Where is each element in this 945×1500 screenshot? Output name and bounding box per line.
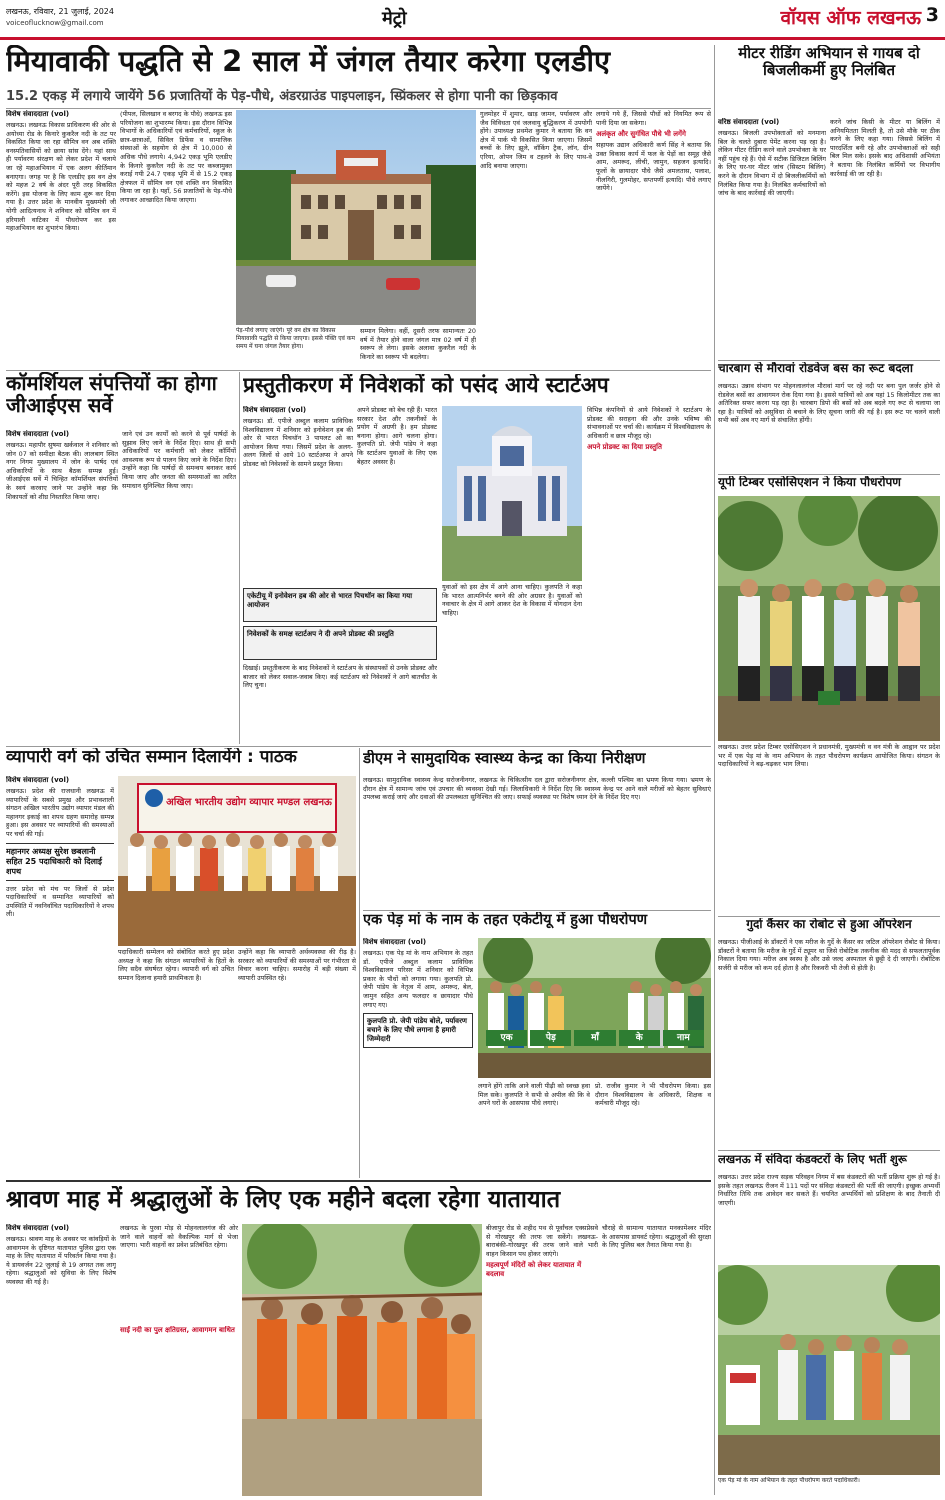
vyapari-banner xyxy=(150,796,348,826)
lda-subhead-plants: अलंकृत और सुगंधित पौधे भी लगेंगे xyxy=(596,130,686,139)
bus-headline-wrap xyxy=(718,362,940,380)
meter-text-1: लखनऊ। बिजली उपभोक्ताओं को मनमाना बिल के चलते दुबारा पेमेंट करना पड़ रहा है। लेकिन मीटर रीडिंग करने वाले उपभोक्ता के घर नहीं पहुंच रहे हैं। ऐसे में सटीक डिजिटल बिलिंग के लिए घर-घर मीटर जांच (सिस्टम बिलिंग) करने के दौरान विभाग में दो बिजलीकर्मियों को निलंबित किया गया है। निलंबित कर्मचारियों को जांच के बाद कार्रवाई की जाएगी। xyxy=(718,129,826,198)
contact-email: voiceoflucknow@gmail.com xyxy=(6,19,104,27)
vyapari-banner-text: अखिल भारतीय उद्योग व्यापार मण्डल लखनऊ xyxy=(166,797,332,808)
conductor-caption-wrap xyxy=(718,1477,940,1497)
lda-byline: विशेष संवाददाता (vol) xyxy=(6,110,70,118)
shravan-byline: विशेष संवाददाता (vol) xyxy=(6,1224,70,1232)
lda-text-6b: सहायक उद्यान अधिकारी कर्ण सिंह ने बताया कि उक्त विकास कार्य में फल के पेड़ों का समूह जैसे आम, अमरूद, लीची, जामुन, सहजन इत्यादि। फूलों के छायादार पौधे जैसे अमलतास, पलाश, नीलगिरी, गुलमोहर, सप्तपर्णी इत्यादि। पौधे लगाए जायेंगे। xyxy=(596,141,711,193)
lda-text-2: (पीपल, सिलखान व बरगद के पौधे) लखनऊ इस परियोजना का शुभारम्भ किया। इस दौरान विभिन्न विभागों के अधिकारियों एवं कर्मचारियों, स्कूल के छात्र-छात्राओं, सिविल डिफेंस व सामाजिक संस्थाओं के सहयोग से क्षेत्र में 10,000 से अधिक पौधे लगाये। 4,942 एकड़ भूमि एलडीए के किनारे कुकरैल नदी के तट पर कब्जामुक्त कराई गयी 24.7 एकड़ भूमि में से 15.2 एकड़ क्षेत्रफल में सौमित्र वन एवं शक्ति वन विकसित किया जा रहा है। यहाँ, 56 प्रजातियों के पेड़-पौधे लगाकर आच्छादित किया जाएगा। xyxy=(120,110,232,204)
shravan-col-2b xyxy=(120,1326,238,1496)
shravan-col-3 xyxy=(486,1224,598,1496)
lda-subheadline-wrap xyxy=(6,86,711,104)
lda-office-photo xyxy=(236,110,476,325)
dm-headline: डीएम ने सामुदायिक स्वास्थ्य केन्द्र का किया निरीक्षण xyxy=(363,750,646,767)
conductor-body xyxy=(718,1173,940,1263)
tree-col-1 xyxy=(363,938,473,1176)
conductor-photo xyxy=(718,1265,940,1475)
signboard-word-5: नाम xyxy=(663,1030,704,1046)
timber-caption-wrap xyxy=(718,743,940,913)
conductor-caption: एक पेड़ मां के नाम अभियान के तहत पौधरोपण करते पदाधिकारी। xyxy=(718,1477,860,1484)
meter-text-2: करने जांच किसी के मीटर या बिलिंग में अनियमितता मिलती है, तो उसे मौके पर ठीक करने के लिए कहा गया। जिससे बिलिंग में पारदर्शिता बनी रहे और उपभोक्ताओं को सही बिल मिल सके। इसके बाद अधिशासी अभियंता ने बताया कि निलंबित कर्मियों पर विभागीय कार्रवाई की जा रही है। xyxy=(830,118,940,178)
timber-caption: लखनऊ। उत्तर प्रदेश टिम्बर एसोसिएशन ने प्रधानमंत्री, मुख्यमंत्री व वन मंत्री के आह्वान पर प्रदेश भर में एक पेड़ मां के नाम अभियान के तहत पौधरोपण कार्यक्रम आयोजित किया। संगठन के पदाधिकारियों ने बढ़-चढ़कर भाग लिया। xyxy=(718,743,940,769)
lda-headline-wrap xyxy=(6,45,711,83)
startup-text-3: दिखाई। प्रस्तुतीकरण के बाद निवेशकों ने स्टार्टअप के संस्थापकों से उनके प्रोडक्ट और बाजार को लेकर सवाल-जवाब किए। कई स्टार्टअप को निवेशकों ने आगे बातचीत के लिए चुना। xyxy=(243,664,437,690)
commercial-text-1: लखनऊ। महापौर सुषमा खर्कवाल ने शनिवार को जोन 07 को समीक्षा बैठक की। लालबाग स्थित नगर निगम मुख्यालय में जोन के पार्षद एवं अधिकारियों के साथ बैठक सम्पन्न हुई। जीआईएस सर्वे में चिन्हित कॉमर्शियल संपत्तियों के स्वयं करवाए जाने पर उन्होंने कहा कि शिकायतों को शीघ्र निस्तारित किया जाए। xyxy=(6,441,118,501)
bus-text: लखनऊ। उन्नाव संभाग पर मोहनलालगंज मौरावां मार्ग पर रहे नदी पर बना पुल जर्जर होने से रोडवेज बसों का आवागमन रोक दिया गया है। इससे यात्रियों को अब यहां 15 किलोमीटर तक का अतिरिक्त सफर करना पड़ रहा है। चारबाग डिपो की बसों को अब बदले गए रूट से चलाया जा रहा है। यात्रियों को असुविधा से बचाने के लिए सूचना जारी की गई है। इस रूट पर चलने वाली सभी बसें अब नए मार्ग से संचालित होंगी। xyxy=(718,382,940,425)
tree-signboard xyxy=(486,1030,704,1046)
startup-highlight-1 xyxy=(243,588,437,622)
gurda-headline-wrap xyxy=(718,918,940,936)
signboard-word-2: पेड़ xyxy=(530,1030,571,1046)
startup-col-2 xyxy=(357,406,437,586)
timber-photo xyxy=(718,496,940,741)
vyapari-col-1 xyxy=(6,776,114,1176)
tree-byline: विशेष संवाददाता (vol) xyxy=(363,938,427,946)
meter-byline: वरिष्ठ संवाददाता (vol) xyxy=(718,118,780,126)
lda-col-5 xyxy=(480,110,592,368)
lda-text-4: सम्मान मिलेगा। वहीं, दूसरी तरफ सामान्यतः 20 वर्ष में तैयार होने वाला जंगल मात्र 02 वर्ष में ही स्वरूप ले लेगा। इसके अलावा कुकरैल नदी के किनारे का स्वरूप भी बदलेगा। xyxy=(360,327,476,361)
vyapari-text-1: लखनऊ। प्रदेश की राजधानी लखनऊ में व्यापारियों के सबसे प्रमुख और प्रभावशाली संगठन अखिल भारतीय उद्योग व्यापार मंडल की महानगर इकाई का शपथ ग्रहण समारोह सम्पन्न हुआ। इस अवसर पर व्यापारियों की समस्याओं पर चर्चा की गई। xyxy=(6,787,114,838)
tree-col-3 xyxy=(595,1082,711,1176)
timber-headline: यूपी टिम्बर एसोसिएशन ने किया पौधरोपण xyxy=(718,476,901,489)
lda-text-1: लखनऊ। लखनऊ विकास प्राधिकरण की ओर से अयोध्या रोड के किनारे कुकरैल नदी के तट पर विकसित किया जा रहा सौमित्र वन अब शक्ति वनस्पतिवासियों को छाया सांस देंगे। यहां साथ ही पर्यावरण संरक्षण को लेकर प्रदेश में चलाये जा रहे महाअभियान में एक अलग कीर्तिमान बनाएगा। जगह पर है कि एलडीए इस वन क्षेत्र को महज 2 वर्ष के अंदर पूरी तरह विकसित करेंगे। इस योजना के लिए काम शुरू कर दिया गया है। उत्तर प्रदेश के मानवीय मुख्यमंत्री जी योगी आदित्यनाथ ने शनिवार को सौमित्र वन में हरियाली वाटिका में पौधरोपण कर इस महाअभियान का शुभारंभ किया। xyxy=(6,121,116,233)
lda-col-2 xyxy=(120,110,232,368)
startup-col-3 xyxy=(243,664,437,744)
shravan-text-3: बीजापुर रोड से शहीद पथ से पूर्वांचल एक्सप्रेसवे से गोरखपुर की तरफ जा सकेंगे। लखनऊ-बाराबंकी-गोरखपुर की तरफ जाने वाले भारी वाहन किसान पथ होकर जाएंगे। xyxy=(486,1224,598,1258)
aktu-building-photo xyxy=(442,406,582,581)
startup-text-4: युवाओं को इस क्षेत्र में आगे आना चाहिए। कुलपति ने कहा कि भारत आत्मनिर्भर बनने की ओर अग्रसर है। युवाओं को नवाचार के क्षेत्र में आगे आकर देश के विकास में योगदान देना चाहिए। xyxy=(442,583,582,617)
conductor-headline-wrap xyxy=(718,1153,940,1171)
shravan-text-2: लखनऊ के पुरवा मोड़ से मोहनलालगंज की ओर जाने वाले वाहनों को वैकल्पिक मार्ग से भेजा जाएगा। भारी वाहनों का प्रवेश प्रतिबंधित रहेगा। xyxy=(120,1224,238,1250)
timber-headline-wrap xyxy=(718,476,940,494)
commercial-col-2 xyxy=(122,430,236,742)
vyapari-pullquote: महानगर अध्यक्ष सुरेश छबलानी सहित 25 पदाधिकारी को दिलाई शपथ xyxy=(6,843,114,881)
shravan-col-1 xyxy=(6,1224,116,1496)
tree-pullquote: कुलपति प्रो. जेपी पांडेय बोले, पर्यावरण बचाने के लिए पौधे लगाना है हमारी जिम्मेदारी xyxy=(363,1013,473,1048)
signboard-word-1: एक xyxy=(486,1030,527,1046)
dm-headline-wrap xyxy=(363,750,711,774)
commercial-headline-wrap xyxy=(6,372,236,428)
vyapari-headline-wrap xyxy=(6,748,356,774)
startup-byline: विशेष संवाददाता (vol) xyxy=(243,406,307,414)
startup-col-5 xyxy=(587,406,711,744)
vyapari-text-3: उन्होंने कहा कि व्यापारी अर्थव्यवस्था की रीढ़ है। सरकार को व्यापारियों की समस्याओं पर गंभीरता से विचार करना चाहिए। समारोह में बड़ी संख्या में व्यापारी उपस्थित रहे। xyxy=(238,948,356,982)
startup-headline: प्रस्तुतीकरण में निवेशकों को पसंद आये स्टार्टअप xyxy=(243,374,609,397)
shravan-headline: श्रावण माह में श्रद्धालुओं के लिए एक महीने बदला रहेगा यातायात xyxy=(6,1186,561,1213)
shravan-subhead-temples: महत्वपूर्ण मंदिरों को लेकर यातायात में बदलाव xyxy=(486,1261,582,1279)
lda-col-4 xyxy=(360,327,476,369)
gurda-headline: गुर्दा कैंसर का रोबोट से हुआ ऑपरेशन xyxy=(746,918,912,931)
startup-highlight-1-text: एकेटीयू में इनोवेशन हब की ओर से भारत पिचथॉन का किया गया आयोजन xyxy=(247,592,413,609)
meter-headline-wrap xyxy=(718,45,940,117)
startup-text-2: अपने प्रोडक्ट को बेच रही हैं। भारत सरकार देश और तकनीकों के प्रयोग में अग्रणी है। हम प्रोडक्ट बनाना होगा। आगे चलना होगा। कुलपति प्रो. जेपी पांडेय ने कहा कि स्टार्टअप युवाओं के लिए एक बेहतर अवसर है। xyxy=(357,406,437,466)
shravan-headline-wrap xyxy=(6,1186,711,1220)
page-number: 3 xyxy=(925,4,939,26)
gurda-text: लखनऊ। पीजीआई के डॉक्टरों ने एक मरीज के गुर्दे के कैंसर का जटिल ऑपरेशन रोबोट से किया। डॉक्टरों ने बताया कि मरीज के गुर्दे में ट्यूमर था जिसे रोबोटिक तकनीक की मदद से सफलतापूर्वक निकाल दिया गया। मरीज अब स्वस्थ है और उसे जल्द अस्पताल से छुट्टी दे दी जाएगी। रोबोटिक सर्जरी से मरीज को कम दर्द होता है और रिकवरी भी तेजी से होती है। xyxy=(718,938,940,972)
startup-col-1 xyxy=(243,406,353,586)
page-header xyxy=(0,0,945,40)
dm-text: लखनऊ। सामुदायिक स्वास्थ्य केन्द्र सरोजनीनगर, लखनऊ के चिकित्सीय दल द्वारा सरोजनीनगर क्षेत्र, कल्ली पश्चिम का भ्रमण किया गया। भ्रमण के दौरान क्षेत्र में सामान्य जांच एवं उपचार की व्यवस्था देखी गई। जिलाधिकारी ने निर्देश दिए कि स्वास्थ्य केन्द्र पर आने वाले मरीजों को बेहतर सुविधाएं उपलब्ध कराई जाएं और दवाओं की उपलब्धता सुनिश्चित की जाए। सफाई व्यवस्था पर विशेष ध्यान देने के निर्देश दिए गए। xyxy=(363,776,711,802)
commercial-text-2: जाने एवं उन कार्यों को करने से पूर्व पार्षदों के सुझाव लिए जाने के निर्देश दिए। साथ ही सभी अधिकारियों पर कर्मचारी को लेकर कॉर्मियों आवश्यक रूप से पालन किए जाने के निर्देश दिए। उन्होंने कहा कि पार्षदों से समन्वय बनाकर कार्य किया जाए और जनता की समस्याओं का त्वरित समाधान सुनिश्चित किया जाए। xyxy=(122,430,236,490)
vyapari-col-3 xyxy=(238,948,356,1176)
shravan-col-4 xyxy=(602,1224,711,1496)
bus-body xyxy=(718,382,940,472)
lda-photo-caption: पेड़-पौधे लगाए जाएंगे। पूरे वन क्षेत्र का विकास मियावाकी पद्धति से किया जाएगा। इससे पंक्ति एवं कम समय में घना जंगल तैयार होगा। xyxy=(236,327,355,350)
kanwar-photo xyxy=(242,1224,482,1496)
lda-photo-caption-wrap xyxy=(236,327,356,369)
bus-headline: चारबाग से मौरावां रोडवेज बस का रूट बदला xyxy=(718,362,913,375)
signboard-word-4: के xyxy=(619,1030,660,1046)
conductor-text: लखनऊ। उत्तर प्रदेश राज्य सड़क परिवहन निगम में बस कंडक्टरों की भर्ती प्रक्रिया शुरू हो गई है। इसके तहत लखनऊ रीजन में 111 पदों पर संविदा कंडक्टरों की भर्ती की जाएगी। इच्छुक अभ्यर्थी निर्धारित तिथि तक आवेदन कर सकते हैं। चयनित अभ्यर्थियों को प्रशिक्षण के बाद तैनाती दी जाएगी। xyxy=(718,1173,940,1207)
shravan-text-4: चौराहे से सामान्य यातायात मनकामेश्वर मंदिर के आसपास डायवर्ट रहेगा। श्रद्धालुओं की सुरक्षा के लिए पुलिस बल तैनात किया गया है। xyxy=(602,1224,711,1250)
startup-text-1: लखनऊ। डॉ. एपीजे अब्दुल कलाम प्राविधिक विश्वविद्यालय में शनिवार को इनोवेशन हब की ओर से भारत पिचथॉन 3 पायलट ओ का आयोजन किया गया। जिसमें प्रदेश के अलग-अलग जिलों से आये 10 स्टार्टअप्स ने अपने प्रोडक्ट को निवेशकों के सामने प्रस्तुत किया। xyxy=(243,417,353,468)
startup-headline-wrap xyxy=(243,374,711,404)
lda-text-6: लगाये गये हैं, जिससे पौधों को नियमित रूप से पानी दिया जा सकेगा। xyxy=(596,110,711,127)
vyapari-headline: व्यापारी वर्ग को उचित सम्मान दिलायेंगे : पाठक xyxy=(6,748,297,767)
meter-col-1 xyxy=(718,118,826,358)
tree-text-3: प्रो. राजीव कुमार ने भी पौधरोपण किया। इस दौरान विश्वविद्यालय के अधिकारी, शिक्षक व कर्मचारी मौजूद रहे। xyxy=(595,1082,711,1108)
signboard-word-3: माँ xyxy=(574,1030,615,1046)
startup-highlight-2 xyxy=(243,626,437,660)
startup-text-5: विभिन्न कंपनियों से आये निवेशकों ने स्टार्टअप के प्रोडक्ट की सराहना की और उनके भविष्य की संभावनाओं पर चर्चा की। कार्यक्रम में विश्वविद्यालय के अधिकारी व छात्र मौजूद रहे। xyxy=(587,406,711,440)
gurda-body xyxy=(718,938,940,1148)
vyapari-text-2: पदाधिकारी सम्मेलन को संबोधित करते हुए प्रदेश अध्यक्ष ने कहा कि संगठन व्यापारियों के हितों के लिए सदैव संघर्षरत रहेगा। व्यापारी वर्ग को उचित सम्मान दिलाना हमारी प्राथमिकता है। xyxy=(118,948,234,982)
section-title: मेट्रो xyxy=(382,8,407,29)
lda-col-6 xyxy=(596,110,711,368)
meter-col-2 xyxy=(830,118,940,358)
conductor-headline: लखनऊ में संविदा कंडक्टरों के लिए भर्ती शुरू xyxy=(718,1153,907,1166)
shravan-text-1: लखनऊ। श्रावण माह के अवसर पर कांवड़ियों के आवागमन के दृष्टिगत यातायात पुलिस द्वारा एक माह के लिए यातायात में परिवर्तन किया गया है। ये डायवर्जन 22 जुलाई से 19 अगस्त तक लागू रहेगा। श्रद्धालुओं को सुविधा के लिए विशेष व्यवस्था की गई है। xyxy=(6,1235,116,1286)
lda-headline: मियावाकी पद्धति से 2 साल में जंगल तैयार करेगा एलडीए xyxy=(6,45,611,78)
tree-col-2 xyxy=(478,1082,590,1176)
masthead-brand: वॉयस ऑफ लखनऊ xyxy=(780,7,921,29)
issue-date: लखनऊ, रविवार, 21 जुलाई, 2024 xyxy=(6,7,114,16)
tree-text-2: लगाने होंगे ताकि आने वाली पीढ़ी को स्वच्छ हवा मिल सके। कुलपति ने सभी से अपील की कि वे अपने घरों के आसपास पौधे लगाएं। xyxy=(478,1082,590,1108)
dm-body xyxy=(363,776,711,908)
commercial-byline: विशेष संवाददाता (vol) xyxy=(6,430,70,438)
commercial-col-1 xyxy=(6,430,118,742)
meter-headline: मीटर रीडिंग अभियान से गायब दो बिजलीकर्मी हुए निलंबित xyxy=(738,45,920,79)
lda-text-5: गुलमोहर में शुमार, खाड़ जामन, पर्यावरण और जैव विविधता एवं जलवायु बुद्धिकरण में उपयोगी होंगे। उपाध्यक्ष प्रथमेश कुमार ने बताया कि वन क्षेत्र में पार्क भी विकसित किया जाएगा। जिसमें बच्चों के लिए झूले, वॉकिंग ट्रैक, लॉन, ग्रीन एरिया, ओपन जिम व टहलने के लिए पाथ-वे आदि बनाया जाएगा। xyxy=(480,110,592,170)
lda-col-1 xyxy=(6,110,116,368)
startup-highlight-2-text: निवेशकों के समक्ष स्टार्टअप ने दी अपने प्रोडक्ट की प्रस्तुति xyxy=(247,630,394,638)
startup-col-4 xyxy=(442,583,582,743)
tree-headline-wrap xyxy=(363,912,711,936)
shravan-subhead-bridge: साईं नदी का पुल क्षतिग्रस्त, आवागमन बाधित xyxy=(120,1326,235,1334)
vyapari-text-1b: उत्तर प्रदेश को मंच पर जिलों से प्रदेश पदाधिकारियों व सम्मानित व्यापारियों को उपस्थिति में नवनिर्वाचित पदाधिकारियों ने शपथ ली। xyxy=(6,884,114,919)
startup-subhead: अपने प्रोडक्ट का दिया प्रस्तुति xyxy=(587,443,662,452)
shravan-col-2 xyxy=(120,1224,238,1324)
tree-photo xyxy=(478,938,711,1078)
tree-headline: एक पेड़ मां के नाम के तहत एकेटीयू में हुआ पौधरोपण xyxy=(363,912,648,928)
vyapari-col-2 xyxy=(118,948,234,1176)
vyapari-byline: विशेष संवाददाता (vol) xyxy=(6,776,70,784)
commercial-headline: कॉमर्शियल संपत्तियों का होगा जीआईएस सर्वे xyxy=(6,372,217,418)
tree-text-1: लखनऊ। एक पेड़ मां के नाम अभियान के तहत डॉ. एपीजे अब्दुल कलाम प्राविधिक विश्वविद्यालय परिसर में शनिवार को विभिन्न प्रकार के पौधों को लगाया गया। कुलपति प्रो. जेपी पांडेय के नेतृत्व में आम, अमरूद, बेल, जामुन सहित अन्य फलदार व छायादार पौधे लगाए गए। xyxy=(363,949,473,1009)
lda-subheadline: 15.2 एकड़ में लगाये जायेंगे 56 प्रजातियों के पेड़-पौधे, अंडरग्राउंड पाइपलाइन, स्प्रिंकलर से होगा पानी का छिड़काव xyxy=(6,89,558,104)
